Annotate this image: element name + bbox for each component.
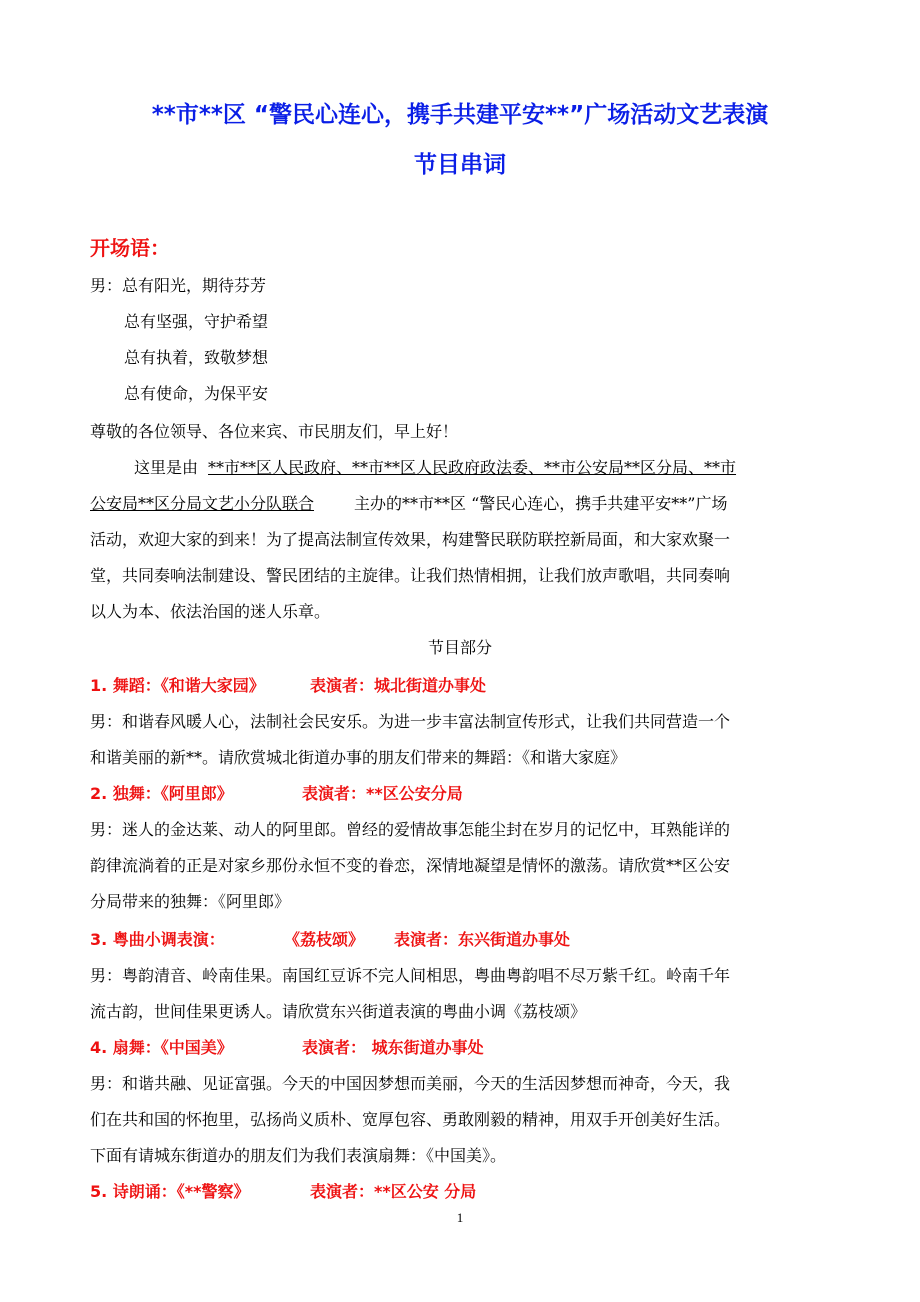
program-text-line: 男：和谐共融、见证富强。今天的中国因梦想而美丽，今天的生活因梦想而神奇，今天，我: [90, 1074, 731, 1093]
intro-paragraph-line: 堂，共同奏响法制建设、警民团结的主旋律。让我们热情相拥，让我们放声歌唱，共同奏响: [90, 566, 731, 585]
program-text-line: 下面有请城东街道办的朋友们为我们表演扇舞：《中国美》。: [90, 1146, 507, 1165]
program-heading: [90, 1037, 484, 1059]
greeting-line: 尊敬的各位领导、各位来宾、市民朋友们，早上好！: [90, 422, 459, 441]
program-performer: 表演者：**区公安 分局: [310, 1182, 477, 1201]
program-text-line: 男：迷人的金达莱、动人的阿里郎。曾经的爱情故事怎能尘封在岁月的记忆中，耳熟能详的: [90, 820, 731, 839]
program-title: 2. 独舞：《阿里郎》: [90, 784, 233, 803]
program-title: 1. 舞蹈：《和谐大家园》: [90, 676, 265, 695]
program-performer: 表演者：东兴街道办事处: [394, 930, 571, 949]
organizers-text-2: 公安局**区分局文艺小分队联合: [90, 494, 315, 513]
program-text-line: 们在共和国的怀抱里，弘扬尚义质朴、宽厚包容、勇敢刚毅的精神，用双手开创美好生活。: [90, 1110, 731, 1129]
program-piece: 《荔枝颂》: [284, 930, 365, 949]
page-title: **市**区 “警民心连心，携手共建平安**”广场活动文艺表演: [151, 102, 769, 128]
program-performer: 表演者：城北街道办事处: [310, 676, 487, 695]
organizers-text: **市**区人民政府、**市**区人民政府政法委、**市公安局**区分局、**市: [208, 458, 737, 477]
intro-paragraph-line: 以人为本、依法治国的迷人乐章。: [90, 602, 331, 621]
opening-line: 总有坚强，守护希望: [124, 312, 269, 331]
program-text-line: 男：粤韵清音、岭南佳果。南国红豆诉不完人间相思，粤曲粤韵唱不尽万紫千红。岭南千年: [90, 966, 731, 985]
program-text-line: 男：和谐春风暖人心，法制社会民安乐。为进一步丰富法制宣传形式，让我们共同营造一个: [90, 712, 731, 731]
program-section-label: 节目部分: [427, 638, 492, 657]
opening-heading: 开场语：: [90, 236, 170, 260]
intro-rest: 主办的**市**区 “警民心连心，携手共建平安**”广场: [354, 494, 728, 513]
opening-line: 男：总有阳光，期待芬芳: [90, 276, 267, 295]
program-text-line: 流古韵，世间佳果更诱人。请欣赏东兴街道表演的粤曲小调《荔枝颂》: [90, 1002, 587, 1021]
intro-paragraph-line: [90, 493, 727, 515]
page-subtitle: 节目串词: [414, 152, 506, 178]
program-heading: [90, 675, 487, 697]
opening-line: 总有使命，为保平安: [124, 384, 269, 403]
program-heading: [90, 1181, 477, 1203]
program-title: 3. 粤曲小调表演：: [90, 930, 225, 949]
program-heading: [90, 929, 571, 951]
program-title: 4. 扇舞：《中国美》: [90, 1038, 233, 1057]
intro-paragraph-line: 活动，欢迎大家的到来！为了提高法制宣传效果，构建警民联防联控新局面，和大家欢聚一: [90, 530, 731, 549]
program-performer: 表演者：**区公安分局: [302, 784, 463, 803]
program-heading: [90, 783, 463, 805]
program-text-line: 韵律流淌着的正是对家乡那份永恒不变的眷恋，深情地凝望是情怀的激荡。请欣赏**区公安: [90, 856, 731, 875]
intro-paragraph-line: [134, 457, 736, 479]
program-text-line: 和谐美丽的新**。请欣赏城北街道办事的朋友们带来的舞蹈：《和谐大家庭》: [90, 748, 627, 767]
program-text-line: 分局带来的独舞：《阿里郎》: [90, 892, 291, 911]
program-title: 5. 诗朗诵：《**警察》: [90, 1182, 250, 1201]
program-performer: 表演者： 城东街道办事处: [302, 1038, 484, 1057]
page-number: 1: [456, 1210, 464, 1225]
intro-prefix: 这里是由: [134, 458, 199, 477]
opening-line: 总有执着，致敬梦想: [124, 348, 269, 367]
